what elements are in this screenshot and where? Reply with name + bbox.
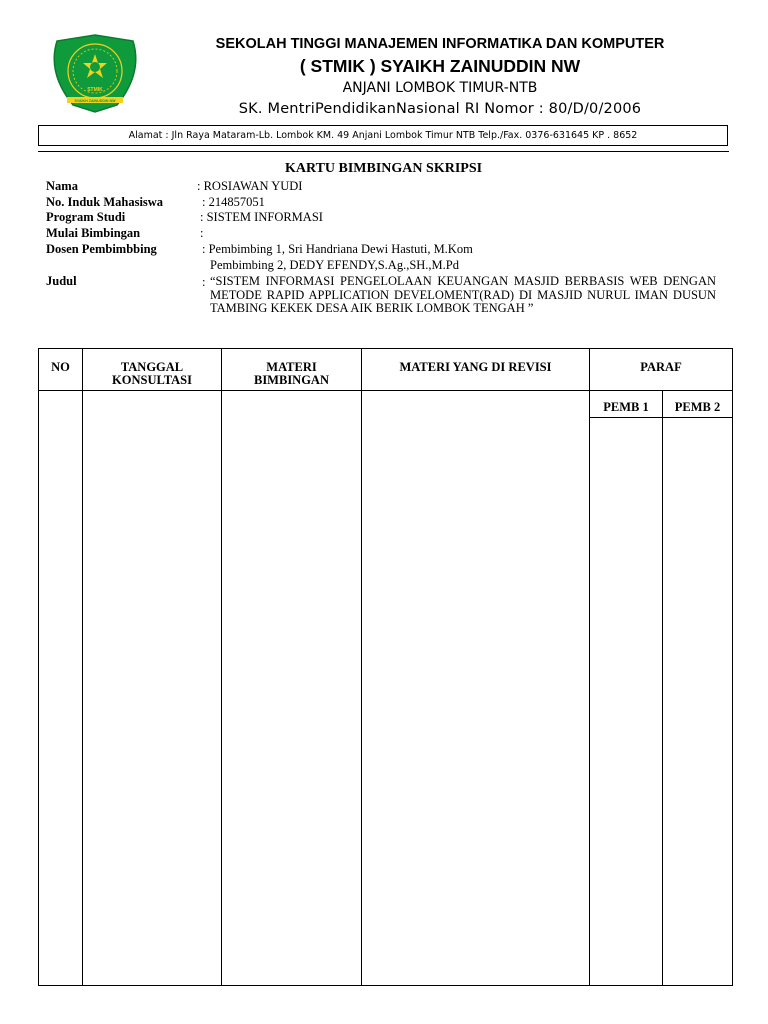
campus-location: ANJANI LOMBOK TIMUR-NTB	[342, 80, 538, 96]
header-divider	[38, 151, 729, 152]
col-materi-line2: BIMBINGAN	[253, 373, 329, 387]
dosen-label: Dosen Pembimbbing	[46, 242, 157, 256]
cell-no[interactable]	[39, 391, 83, 986]
judul-label: Judul	[46, 274, 77, 288]
cell-materi[interactable]	[222, 391, 362, 986]
col-tanggal-line1: TANGGAL	[120, 360, 184, 374]
logo-subtext: SYAIKH ZAINUDDIN NW	[74, 98, 116, 103]
col-tanggal-line2: KONSULTASI	[112, 373, 192, 387]
institution-name: SEKOLAH TINGGI MANAJEMEN INFORMATIKA DAN KOMPUTER	[215, 36, 665, 52]
cell-tanggal[interactable]	[83, 391, 222, 986]
dosen-value-1: : Pembimbing 1, Sri Handriana Dewi Hastuti, M.Kom	[202, 242, 473, 256]
campus-name: ( STMIK ) SYAIKH ZAINUDDIN NW	[299, 56, 581, 76]
col-materi-line1: MATERI	[266, 360, 317, 374]
col-paraf-header: PARAF	[590, 349, 733, 391]
judul-colon: :	[202, 275, 206, 289]
mulai-label: Mulai Bimbingan	[46, 226, 141, 240]
nim-value: : 214857051	[202, 195, 265, 209]
col-pemb1-header: PEMB 1	[590, 391, 663, 418]
dosen-value-2: Pembimbing 2, DEDY EFENDY,S.Ag.,SH.,M.Pd	[210, 258, 459, 272]
consultation-table	[38, 348, 733, 986]
col-revisi-header: MATERI YANG DI REVISI	[362, 349, 590, 391]
cell-pemb1[interactable]	[590, 418, 663, 986]
col-no-header: NO	[39, 349, 83, 391]
prodi-value: : SISTEM INFORMASI	[200, 210, 323, 224]
col-materi-header	[222, 349, 362, 391]
judul-value: “SISTEM INFORMASI PENGELOLAAN KEUANGAN MASJID BERBASIS WEB DENGAN METODE RAPID APPLICATION DEVELOMENT(RAD) DI MASJID NURUL IMAN DUSUN TAMBING KEKEK DESA AIK BERIK LOMBOK TENGAH ”	[210, 274, 716, 315]
col-pemb2-header: PEMB 2	[663, 391, 733, 418]
mulai-value: :	[200, 226, 204, 240]
nama-label: Nama	[46, 179, 78, 193]
cell-pemb2[interactable]	[663, 418, 733, 986]
form-title: KARTU BIMBINGAN SKRIPSI	[284, 161, 483, 176]
logo-text: STMIK	[87, 87, 103, 93]
prodi-label: Program Studi	[46, 210, 126, 224]
nim-label: No. Induk Mahasiswa	[46, 195, 164, 209]
stmik-logo	[45, 33, 145, 113]
address-box: Alamat : Jln Raya Mataram-Lb. Lombok KM. 49 Anjani Lombok Timur NTB Telp./Fax. 0376-631645 KP . 8652	[38, 125, 728, 146]
cell-revisi[interactable]	[362, 391, 590, 986]
col-tanggal-header	[83, 349, 222, 391]
nama-value: : ROSIAWAN YUDI	[197, 179, 303, 193]
decree-number: SK. MentriPendidikanNasional RI Nomor : 80/D/0/2006	[238, 101, 642, 117]
